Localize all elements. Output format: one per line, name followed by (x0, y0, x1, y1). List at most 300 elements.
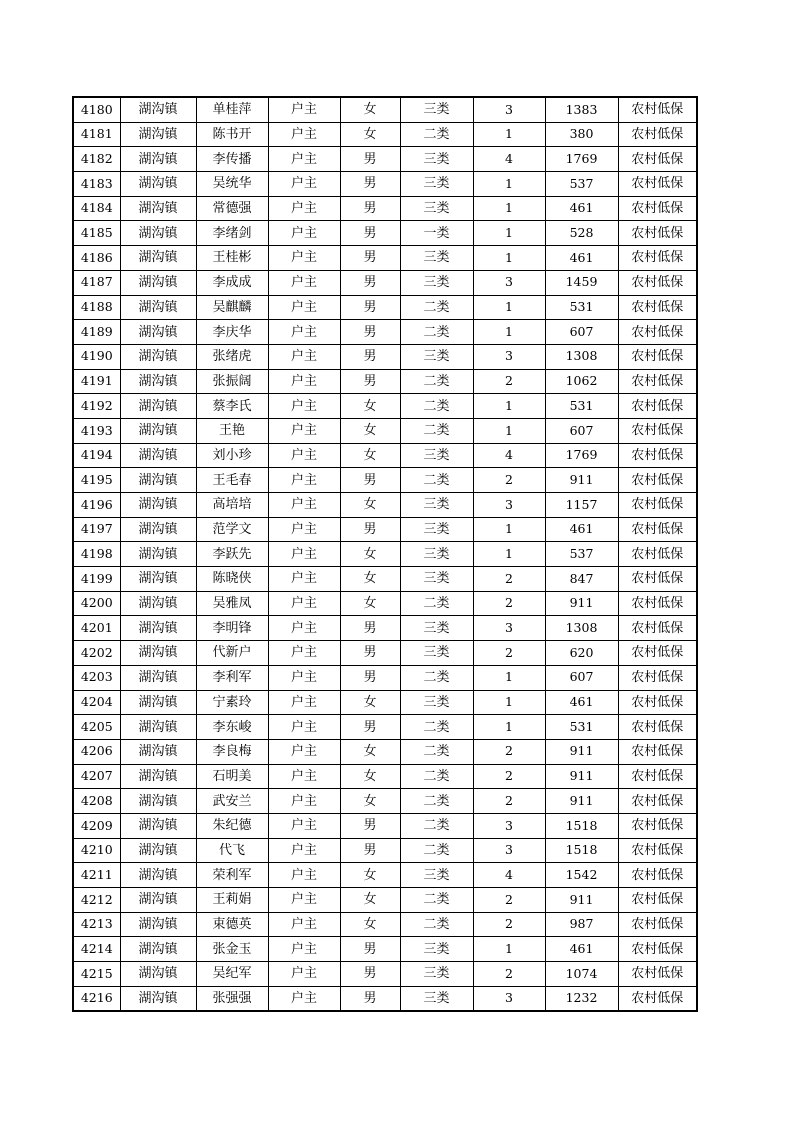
relation-cell: 户主 (268, 493, 340, 518)
town-cell: 湖沟镇 (120, 394, 196, 419)
relation-cell: 户主 (268, 295, 340, 320)
category-cell: 二类 (400, 739, 473, 764)
name-cell: 荣利军 (196, 863, 268, 888)
category-cell: 三类 (400, 616, 473, 641)
table-row (73, 641, 697, 666)
serial-number-cell: 4196 (73, 493, 120, 518)
category-cell: 二类 (400, 912, 473, 937)
amount-cell: 1308 (545, 616, 618, 641)
table-row (73, 147, 697, 172)
town-cell: 湖沟镇 (120, 715, 196, 740)
gender-cell: 男 (340, 468, 400, 493)
serial-number-cell: 4194 (73, 443, 120, 468)
amount-cell: 461 (545, 937, 618, 962)
assistance-type-cell: 农村低保 (618, 838, 697, 863)
table-row (73, 344, 697, 369)
household-size-cell: 2 (473, 912, 545, 937)
category-cell: 二类 (400, 715, 473, 740)
category-cell: 三类 (400, 147, 473, 172)
town-cell: 湖沟镇 (120, 270, 196, 295)
town-cell: 湖沟镇 (120, 97, 196, 122)
serial-number-cell: 4213 (73, 912, 120, 937)
category-cell: 二类 (400, 789, 473, 814)
name-cell: 高培培 (196, 493, 268, 518)
relation-cell: 户主 (268, 542, 340, 567)
name-cell: 李绪剑 (196, 221, 268, 246)
relation-cell: 户主 (268, 739, 340, 764)
serial-number-cell: 4206 (73, 739, 120, 764)
relation-cell: 户主 (268, 270, 340, 295)
category-cell: 三类 (400, 172, 473, 197)
name-cell: 宁素玲 (196, 690, 268, 715)
relation-cell: 户主 (268, 912, 340, 937)
amount-cell: 461 (545, 517, 618, 542)
relation-cell: 户主 (268, 443, 340, 468)
name-cell: 王艳 (196, 418, 268, 443)
assistance-type-cell: 农村低保 (618, 937, 697, 962)
assistance-type-cell: 农村低保 (618, 764, 697, 789)
relation-cell: 户主 (268, 122, 340, 147)
amount-cell: 537 (545, 172, 618, 197)
relation-cell: 户主 (268, 690, 340, 715)
relation-cell: 户主 (268, 567, 340, 592)
table-row (73, 221, 697, 246)
household-size-cell: 2 (473, 591, 545, 616)
town-cell: 湖沟镇 (120, 295, 196, 320)
name-cell: 吴统华 (196, 172, 268, 197)
assistance-type-cell: 农村低保 (618, 715, 697, 740)
category-cell: 二类 (400, 591, 473, 616)
gender-cell: 男 (340, 838, 400, 863)
relation-cell: 户主 (268, 888, 340, 913)
town-cell: 湖沟镇 (120, 517, 196, 542)
household-size-cell: 3 (473, 344, 545, 369)
name-cell: 石明美 (196, 764, 268, 789)
serial-number-cell: 4180 (73, 97, 120, 122)
town-cell: 湖沟镇 (120, 122, 196, 147)
town-cell: 湖沟镇 (120, 813, 196, 838)
name-cell: 李庆华 (196, 320, 268, 345)
amount-cell: 461 (545, 246, 618, 271)
gender-cell: 女 (340, 888, 400, 913)
amount-cell: 1459 (545, 270, 618, 295)
household-size-cell: 2 (473, 641, 545, 666)
category-cell: 三类 (400, 246, 473, 271)
serial-number-cell: 4216 (73, 986, 120, 1011)
gender-cell: 女 (340, 591, 400, 616)
serial-number-cell: 4183 (73, 172, 120, 197)
assistance-type-cell: 农村低保 (618, 369, 697, 394)
category-cell: 一类 (400, 221, 473, 246)
name-cell: 蔡李氏 (196, 394, 268, 419)
relation-cell: 户主 (268, 789, 340, 814)
category-cell: 二类 (400, 320, 473, 345)
name-cell: 张强强 (196, 986, 268, 1011)
gender-cell: 男 (340, 715, 400, 740)
household-size-cell: 1 (473, 542, 545, 567)
relation-cell: 户主 (268, 517, 340, 542)
table-row (73, 567, 697, 592)
household-size-cell: 1 (473, 715, 545, 740)
name-cell: 李东峻 (196, 715, 268, 740)
serial-number-cell: 4205 (73, 715, 120, 740)
table-row (73, 715, 697, 740)
relation-cell: 户主 (268, 863, 340, 888)
serial-number-cell: 4200 (73, 591, 120, 616)
table-row (73, 493, 697, 518)
gender-cell: 女 (340, 443, 400, 468)
name-cell: 李明锋 (196, 616, 268, 641)
gender-cell: 男 (340, 986, 400, 1011)
amount-cell: 531 (545, 715, 618, 740)
town-cell: 湖沟镇 (120, 962, 196, 987)
name-cell: 武安兰 (196, 789, 268, 814)
table-row (73, 270, 697, 295)
name-cell: 代新户 (196, 641, 268, 666)
gender-cell: 男 (340, 221, 400, 246)
table-row (73, 690, 697, 715)
table-row (73, 739, 697, 764)
table-row (73, 443, 697, 468)
name-cell: 朱纪德 (196, 813, 268, 838)
table-row (73, 172, 697, 197)
relation-cell: 户主 (268, 394, 340, 419)
gender-cell: 男 (340, 641, 400, 666)
amount-cell: 528 (545, 221, 618, 246)
assistance-type-cell: 农村低保 (618, 320, 697, 345)
serial-number-cell: 4214 (73, 937, 120, 962)
table-row (73, 789, 697, 814)
household-size-cell: 1 (473, 937, 545, 962)
household-size-cell: 1 (473, 394, 545, 419)
gender-cell: 女 (340, 97, 400, 122)
gender-cell: 男 (340, 172, 400, 197)
name-cell: 王桂彬 (196, 246, 268, 271)
household-size-cell: 1 (473, 665, 545, 690)
household-size-cell: 2 (473, 789, 545, 814)
name-cell: 张绪虎 (196, 344, 268, 369)
name-cell: 代飞 (196, 838, 268, 863)
relation-cell: 户主 (268, 616, 340, 641)
amount-cell: 607 (545, 320, 618, 345)
amount-cell: 1383 (545, 97, 618, 122)
category-cell: 二类 (400, 418, 473, 443)
amount-cell: 1769 (545, 147, 618, 172)
amount-cell: 620 (545, 641, 618, 666)
relation-cell: 户主 (268, 344, 340, 369)
amount-cell: 531 (545, 295, 618, 320)
town-cell: 湖沟镇 (120, 344, 196, 369)
name-cell: 李传播 (196, 147, 268, 172)
town-cell: 湖沟镇 (120, 468, 196, 493)
assistance-type-cell: 农村低保 (618, 295, 697, 320)
name-cell: 吴麒麟 (196, 295, 268, 320)
gender-cell: 男 (340, 665, 400, 690)
relation-cell: 户主 (268, 97, 340, 122)
household-size-cell: 2 (473, 764, 545, 789)
assistance-type-cell: 农村低保 (618, 270, 697, 295)
name-cell: 李成成 (196, 270, 268, 295)
category-cell: 三类 (400, 196, 473, 221)
category-cell: 二类 (400, 468, 473, 493)
household-size-cell: 1 (473, 122, 545, 147)
relation-cell: 户主 (268, 147, 340, 172)
relation-cell: 户主 (268, 418, 340, 443)
amount-cell: 1062 (545, 369, 618, 394)
assistance-type-cell: 农村低保 (618, 813, 697, 838)
household-size-cell: 4 (473, 147, 545, 172)
relation-cell: 户主 (268, 665, 340, 690)
household-size-cell: 2 (473, 888, 545, 913)
household-size-cell: 3 (473, 270, 545, 295)
relation-cell: 户主 (268, 591, 340, 616)
name-cell: 王毛春 (196, 468, 268, 493)
town-cell: 湖沟镇 (120, 542, 196, 567)
household-size-cell: 1 (473, 221, 545, 246)
category-cell: 三类 (400, 986, 473, 1011)
table-row (73, 937, 697, 962)
household-size-cell: 2 (473, 468, 545, 493)
assistance-type-cell: 农村低保 (618, 344, 697, 369)
amount-cell: 1769 (545, 443, 618, 468)
category-cell: 三类 (400, 443, 473, 468)
records-table (72, 96, 698, 1012)
household-size-cell: 1 (473, 320, 545, 345)
serial-number-cell: 4209 (73, 813, 120, 838)
name-cell: 刘小珍 (196, 443, 268, 468)
gender-cell: 男 (340, 962, 400, 987)
amount-cell: 911 (545, 468, 618, 493)
town-cell: 湖沟镇 (120, 443, 196, 468)
relation-cell: 户主 (268, 962, 340, 987)
category-cell: 二类 (400, 394, 473, 419)
gender-cell: 女 (340, 122, 400, 147)
category-cell: 三类 (400, 344, 473, 369)
serial-number-cell: 4197 (73, 517, 120, 542)
amount-cell: 1518 (545, 838, 618, 863)
name-cell: 张金玉 (196, 937, 268, 962)
town-cell: 湖沟镇 (120, 369, 196, 394)
town-cell: 湖沟镇 (120, 838, 196, 863)
name-cell: 束德英 (196, 912, 268, 937)
table-row (73, 246, 697, 271)
relation-cell: 户主 (268, 937, 340, 962)
gender-cell: 男 (340, 937, 400, 962)
household-size-cell: 3 (473, 986, 545, 1011)
assistance-type-cell: 农村低保 (618, 196, 697, 221)
assistance-type-cell: 农村低保 (618, 122, 697, 147)
serial-number-cell: 4190 (73, 344, 120, 369)
gender-cell: 男 (340, 369, 400, 394)
relation-cell: 户主 (268, 838, 340, 863)
assistance-type-cell: 农村低保 (618, 493, 697, 518)
town-cell: 湖沟镇 (120, 863, 196, 888)
records-body (73, 97, 697, 1011)
amount-cell: 1157 (545, 493, 618, 518)
category-cell: 三类 (400, 690, 473, 715)
assistance-type-cell: 农村低保 (618, 418, 697, 443)
town-cell: 湖沟镇 (120, 789, 196, 814)
town-cell: 湖沟镇 (120, 172, 196, 197)
name-cell: 吴纪军 (196, 962, 268, 987)
table-row (73, 813, 697, 838)
name-cell: 常德强 (196, 196, 268, 221)
table-row (73, 665, 697, 690)
amount-cell: 537 (545, 542, 618, 567)
amount-cell: 987 (545, 912, 618, 937)
town-cell: 湖沟镇 (120, 320, 196, 345)
category-cell: 三类 (400, 542, 473, 567)
amount-cell: 461 (545, 690, 618, 715)
town-cell: 湖沟镇 (120, 739, 196, 764)
town-cell: 湖沟镇 (120, 641, 196, 666)
town-cell: 湖沟镇 (120, 665, 196, 690)
category-cell: 三类 (400, 863, 473, 888)
name-cell: 王莉娟 (196, 888, 268, 913)
gender-cell: 女 (340, 739, 400, 764)
gender-cell: 女 (340, 394, 400, 419)
gender-cell: 女 (340, 690, 400, 715)
town-cell: 湖沟镇 (120, 986, 196, 1011)
town-cell: 湖沟镇 (120, 764, 196, 789)
gender-cell: 女 (340, 418, 400, 443)
serial-number-cell: 4186 (73, 246, 120, 271)
serial-number-cell: 4195 (73, 468, 120, 493)
town-cell: 湖沟镇 (120, 418, 196, 443)
assistance-type-cell: 农村低保 (618, 591, 697, 616)
table-row (73, 369, 697, 394)
assistance-type-cell: 农村低保 (618, 246, 697, 271)
serial-number-cell: 4201 (73, 616, 120, 641)
name-cell: 范学文 (196, 517, 268, 542)
name-cell: 张振阔 (196, 369, 268, 394)
assistance-type-cell: 农村低保 (618, 962, 697, 987)
amount-cell: 847 (545, 567, 618, 592)
town-cell: 湖沟镇 (120, 616, 196, 641)
relation-cell: 户主 (268, 986, 340, 1011)
serial-number-cell: 4211 (73, 863, 120, 888)
gender-cell: 男 (340, 344, 400, 369)
name-cell: 李跃先 (196, 542, 268, 567)
household-size-cell: 1 (473, 246, 545, 271)
town-cell: 湖沟镇 (120, 246, 196, 271)
assistance-type-cell: 农村低保 (618, 690, 697, 715)
assistance-type-cell: 农村低保 (618, 888, 697, 913)
name-cell: 李良梅 (196, 739, 268, 764)
relation-cell: 户主 (268, 468, 340, 493)
category-cell: 三类 (400, 270, 473, 295)
serial-number-cell: 4210 (73, 838, 120, 863)
gender-cell: 男 (340, 196, 400, 221)
town-cell: 湖沟镇 (120, 221, 196, 246)
assistance-type-cell: 农村低保 (618, 97, 697, 122)
relation-cell: 户主 (268, 246, 340, 271)
town-cell: 湖沟镇 (120, 493, 196, 518)
table-row (73, 394, 697, 419)
relation-cell: 户主 (268, 196, 340, 221)
category-cell: 二类 (400, 369, 473, 394)
assistance-type-cell: 农村低保 (618, 221, 697, 246)
amount-cell: 911 (545, 789, 618, 814)
household-size-cell: 1 (473, 295, 545, 320)
gender-cell: 男 (340, 270, 400, 295)
amount-cell: 1308 (545, 344, 618, 369)
serial-number-cell: 4193 (73, 418, 120, 443)
relation-cell: 户主 (268, 813, 340, 838)
amount-cell: 1074 (545, 962, 618, 987)
serial-number-cell: 4199 (73, 567, 120, 592)
amount-cell: 461 (545, 196, 618, 221)
assistance-type-cell: 农村低保 (618, 567, 697, 592)
table-row (73, 468, 697, 493)
relation-cell: 户主 (268, 221, 340, 246)
name-cell: 单桂萍 (196, 97, 268, 122)
household-size-cell: 2 (473, 739, 545, 764)
serial-number-cell: 4215 (73, 962, 120, 987)
assistance-type-cell: 农村低保 (618, 641, 697, 666)
gender-cell: 男 (340, 813, 400, 838)
household-size-cell: 3 (473, 838, 545, 863)
assistance-type-cell: 农村低保 (618, 789, 697, 814)
category-cell: 二类 (400, 813, 473, 838)
relation-cell: 户主 (268, 172, 340, 197)
table-row (73, 542, 697, 567)
relation-cell: 户主 (268, 369, 340, 394)
category-cell: 三类 (400, 567, 473, 592)
serial-number-cell: 4192 (73, 394, 120, 419)
gender-cell: 男 (340, 295, 400, 320)
household-size-cell: 1 (473, 517, 545, 542)
town-cell: 湖沟镇 (120, 196, 196, 221)
household-size-cell: 3 (473, 97, 545, 122)
assistance-type-cell: 农村低保 (618, 542, 697, 567)
assistance-type-cell: 农村低保 (618, 739, 697, 764)
table-row (73, 591, 697, 616)
table-row (73, 764, 697, 789)
gender-cell: 男 (340, 517, 400, 542)
name-cell: 李利军 (196, 665, 268, 690)
assistance-type-cell: 农村低保 (618, 147, 697, 172)
amount-cell: 607 (545, 665, 618, 690)
gender-cell: 男 (340, 147, 400, 172)
serial-number-cell: 4185 (73, 221, 120, 246)
serial-number-cell: 4181 (73, 122, 120, 147)
assistance-type-cell: 农村低保 (618, 986, 697, 1011)
table-row (73, 295, 697, 320)
table-row (73, 838, 697, 863)
name-cell: 陈晓侠 (196, 567, 268, 592)
assistance-type-cell: 农村低保 (618, 863, 697, 888)
assistance-type-cell: 农村低保 (618, 468, 697, 493)
category-cell: 三类 (400, 962, 473, 987)
household-size-cell: 1 (473, 196, 545, 221)
town-cell: 湖沟镇 (120, 591, 196, 616)
category-cell: 二类 (400, 122, 473, 147)
category-cell: 三类 (400, 937, 473, 962)
relation-cell: 户主 (268, 641, 340, 666)
amount-cell: 1232 (545, 986, 618, 1011)
household-size-cell: 1 (473, 418, 545, 443)
table-row (73, 196, 697, 221)
town-cell: 湖沟镇 (120, 912, 196, 937)
amount-cell: 1518 (545, 813, 618, 838)
town-cell: 湖沟镇 (120, 937, 196, 962)
category-cell: 三类 (400, 97, 473, 122)
household-size-cell: 3 (473, 616, 545, 641)
serial-number-cell: 4187 (73, 270, 120, 295)
table-row (73, 97, 697, 122)
category-cell: 二类 (400, 764, 473, 789)
